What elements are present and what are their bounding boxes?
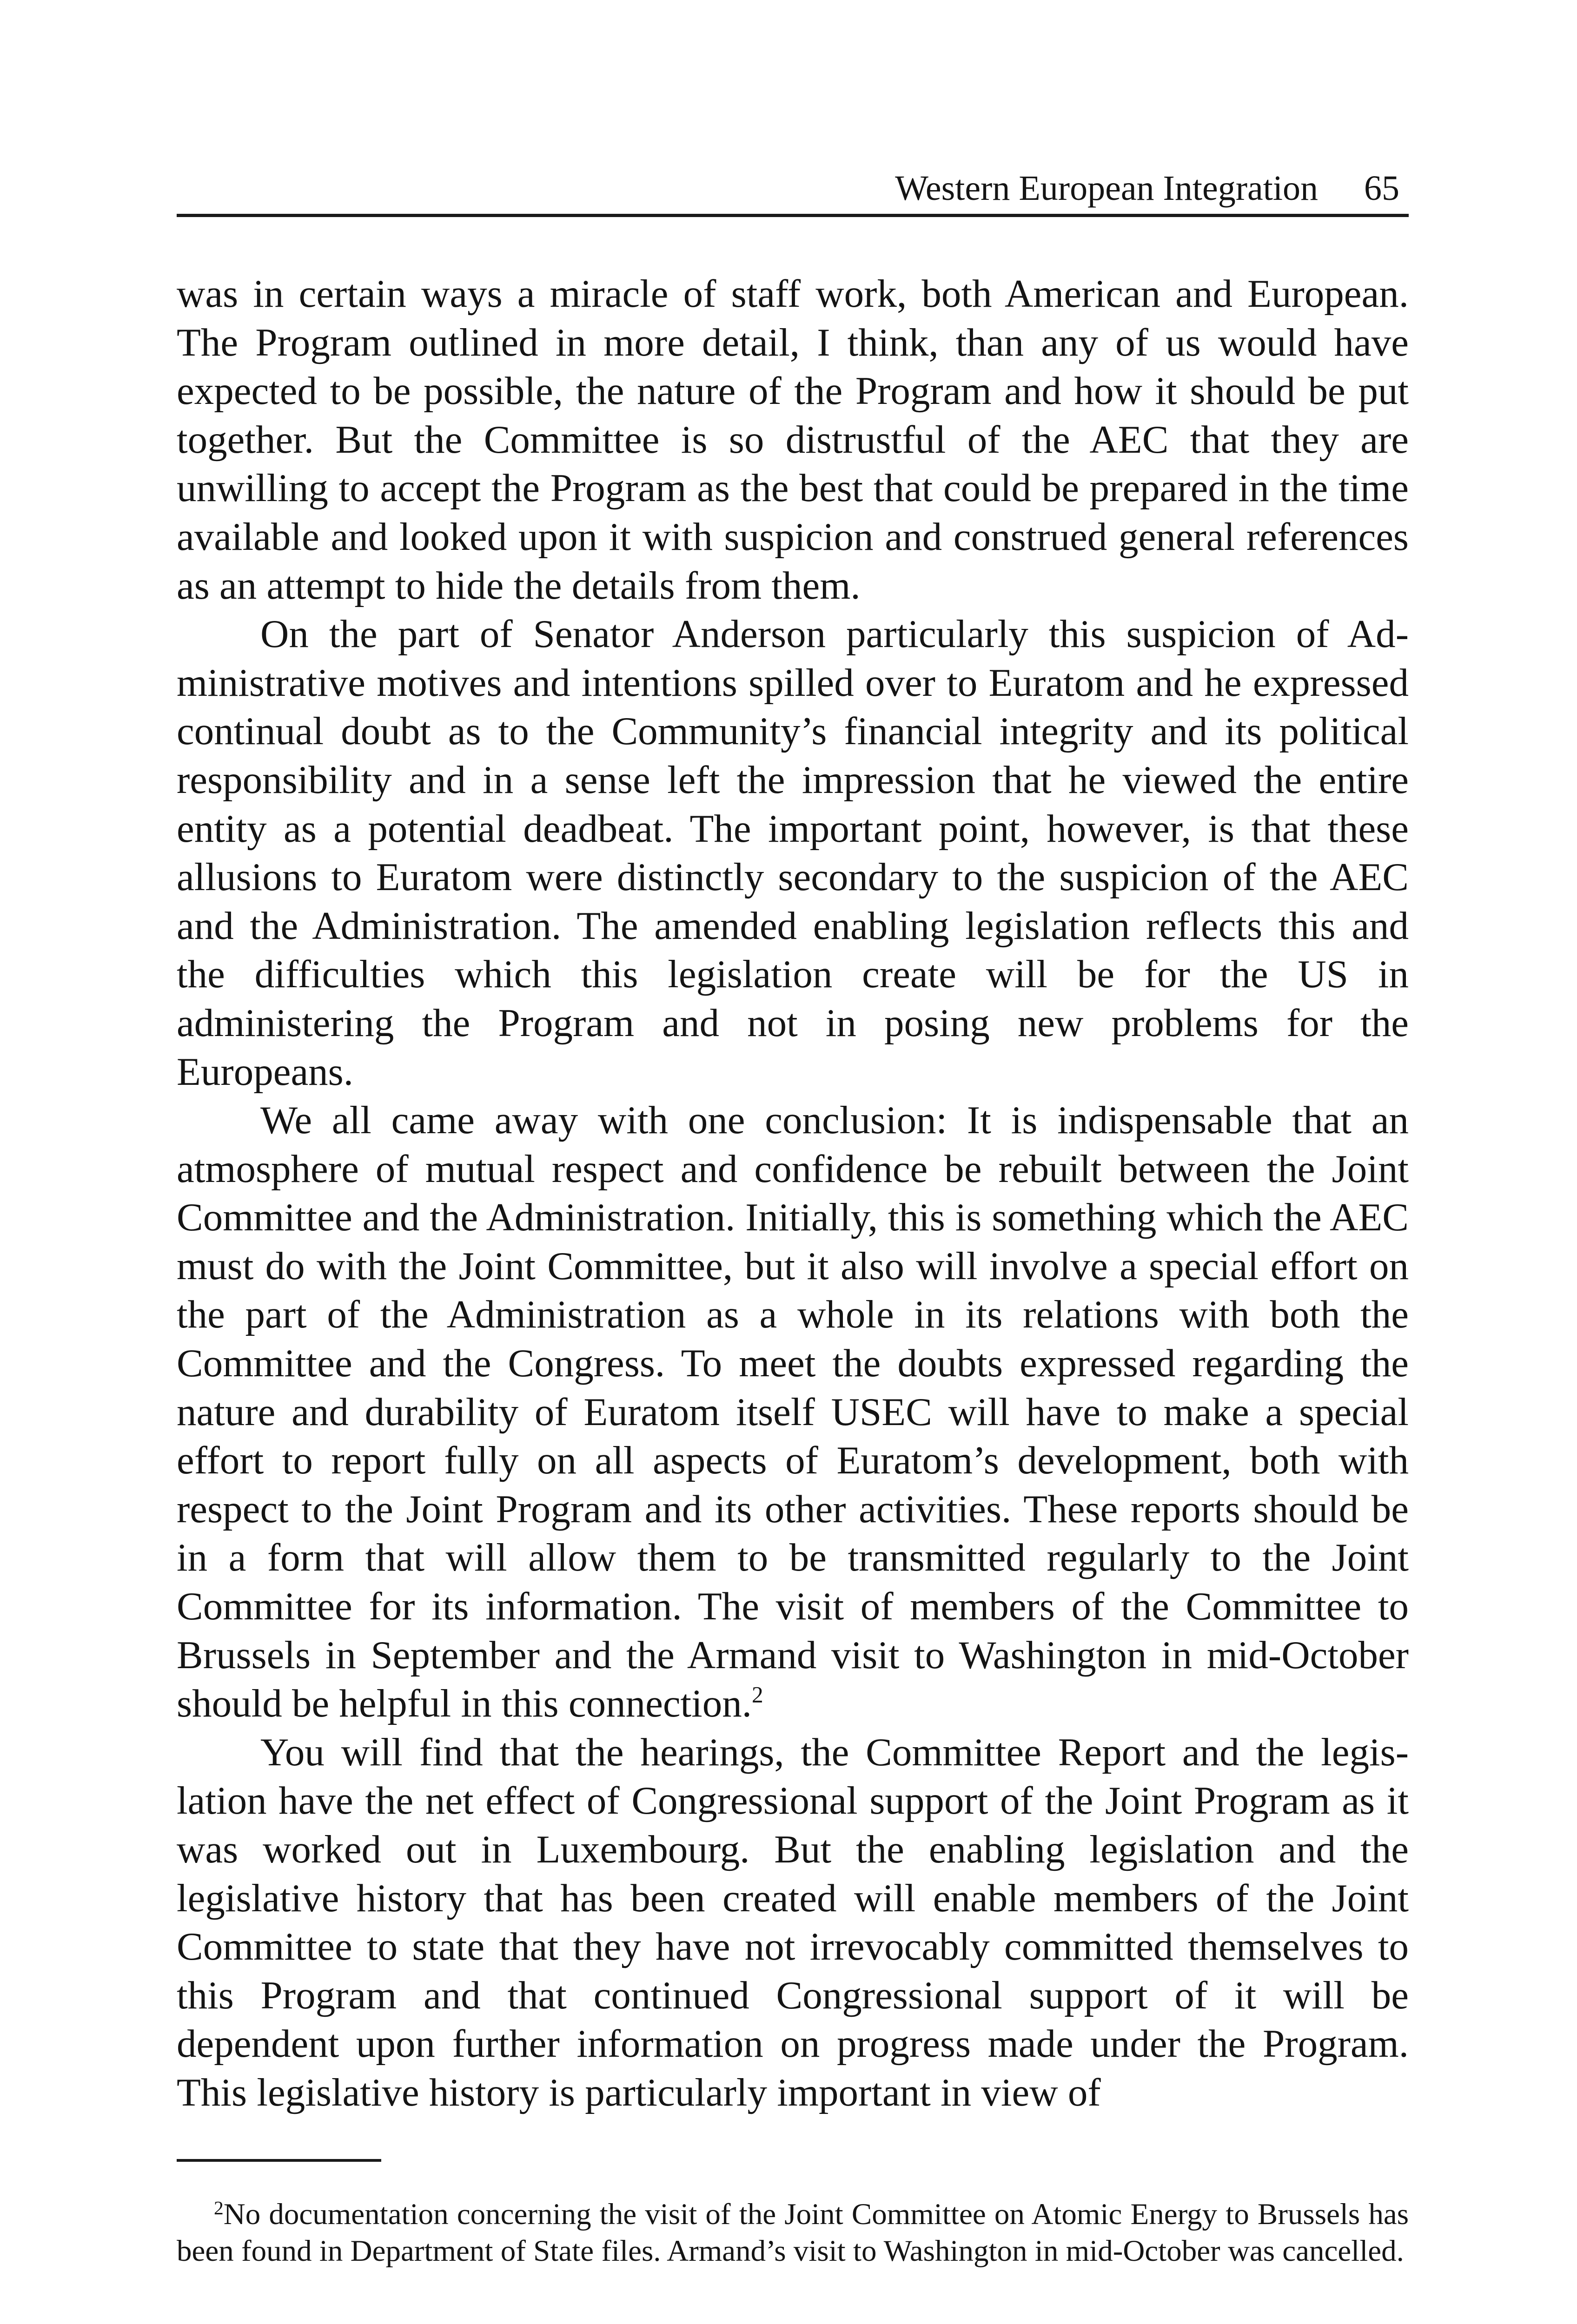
footnote (177, 2196, 1409, 2270)
body-text (177, 270, 1409, 2117)
body-paragraph: You will find that the hearings, the Committee Report and the legislation have the net effect of Congressional support of the Joint Program as it was worked out in Luxembourg. But the enabling legislation and the legislative history that has been created will enable members of the Joint Committee to state that they have not irrevocably committed themselves to this Program and that continued Congressional support of it will be dependent upon further information on progress made under the Program. This legislative history is particularly important in view of (177, 1730, 1409, 2114)
body-paragraph-text: We all came away with one conclusion: It is indispensable that an atmosphere of mutual respect and confidence be rebuilt between the Joint Committee and the Administration. Initially, this is something which the AEC must do with the Joint Committee, but it also will involve a special effort on the part of the Administration as a whole in its relations with both the Committee and the Congress. To meet the doubts expressed regarding the nature and durability of Euratom itself USEC will have to make a special effort to report fully on all aspects of Euratom’s development, both with respect to the Joint Program and its other activities. These reports should be in a form that will allow them to be transmitted regularly to the Joint Committee for its information. The visit of members of the Committee to Brussels in September and the Armand visit to Washington in mid-October should be helpful in this connection. (177, 1098, 1409, 1726)
footnote-text: No documentation concerning the visit of the Joint Committee on Atomic Energy to Brussels has been found in Department of State files. Armand’s visit to Washington in mid-October was cancelled. (177, 2198, 1409, 2268)
page-number: 65 (1364, 169, 1399, 208)
footnotes (177, 2196, 1409, 2270)
body-paragraph: On the part of Senator Anderson particularly this suspicion of Administrative motives and intentions spilled over to Euratom and he expressed continual doubt as to the Community’s financial integrity and its political responsibility and in a sense left the impression that he viewed the entire entity as a potential deadbeat. The important point, however, is that these allusions to Euratom were distinctly secondary to the suspicion of the AEC and the Administration. The amended enabling legislation reflects this and the difficulties which this legislation create will be for the US in administering the Program and not in posing new problems for the Europeans. (177, 612, 1409, 1094)
running-header-title: Western European Integration (895, 169, 1318, 208)
footnote-divider (177, 2159, 381, 2162)
footnote-marker: 2 (214, 2197, 224, 2219)
body-paragraph: was in certain ways a miracle of staff work, both American and European. The Program outlined in more detail, I think, than any of us would have expected to be possible, the nature of the Program and how it should be put together. But the Committee is so distrustful of the AEC that they are unwilling to accept the Program as the best that could be prepared in the time available and looked upon it with suspicion and construed general references as an attempt to hide the details from them. (177, 272, 1409, 607)
body-paragraph (177, 1096, 1409, 1728)
running-header (177, 163, 1409, 217)
footnote-reference[interactable]: 2 (752, 1682, 763, 1708)
